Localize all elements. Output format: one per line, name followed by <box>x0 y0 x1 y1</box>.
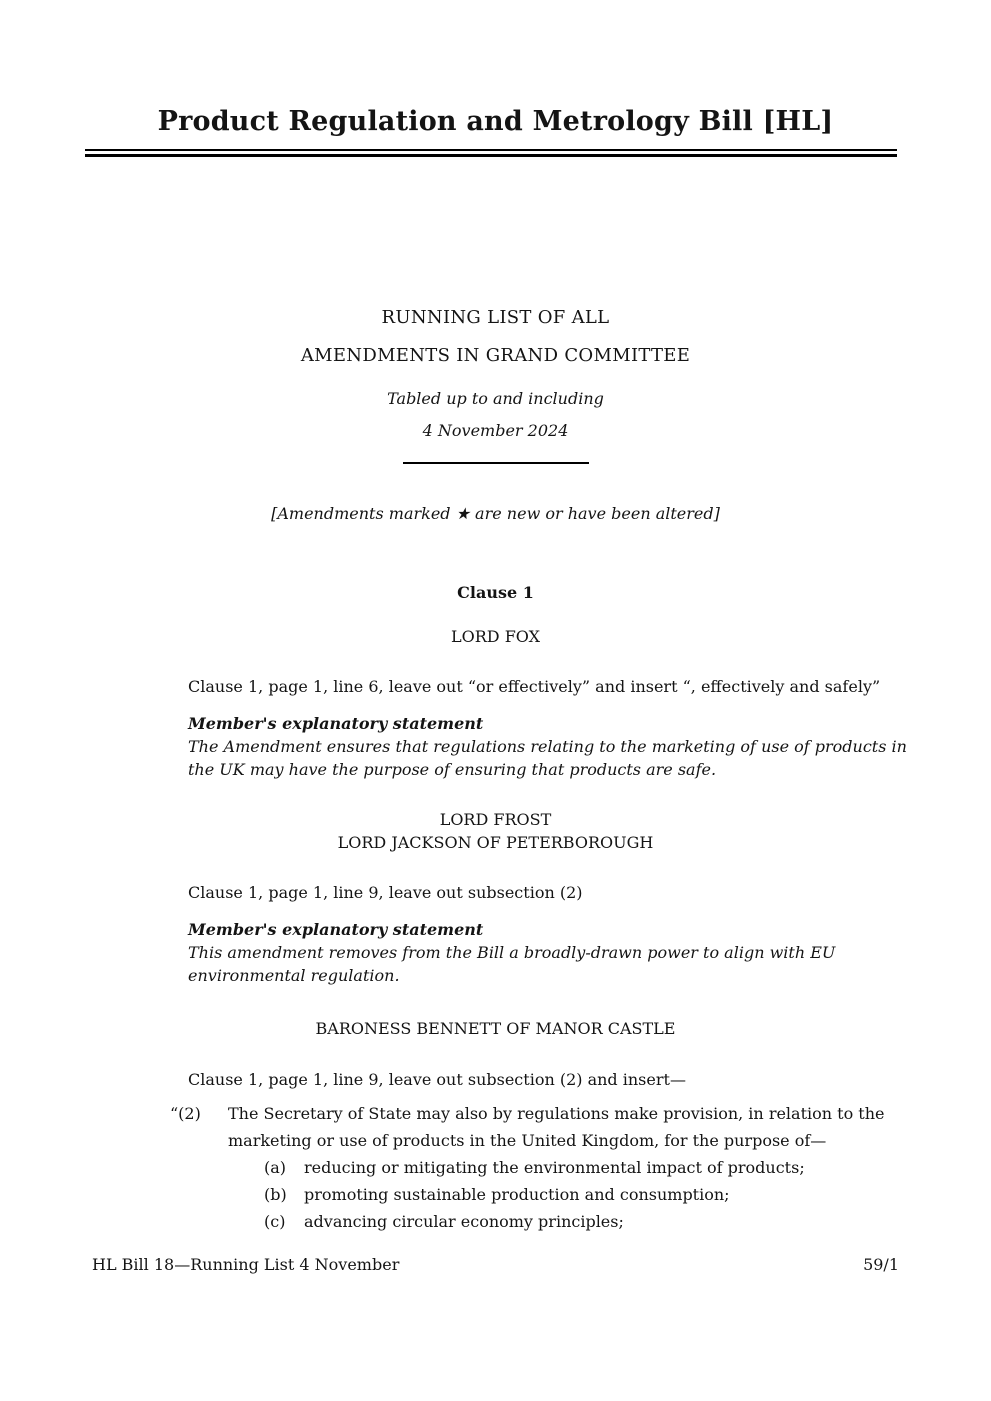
footer-page-number: 59/1 <box>863 1255 899 1274</box>
amendment3-inserted-subsection <box>170 1100 900 1235</box>
amendments-marked-note: [Amendments marked ★ are new or have been altered] <box>271 504 720 523</box>
running-list-heading-line1: RUNNING LIST OF ALL <box>381 307 610 328</box>
subsection-2-item-b <box>228 1181 900 1208</box>
amendment1-explanatory-text: The Amendment ensures that regulations relating to the marketing of use of products in the UK may have the purpose of ensuring that products are safe. <box>188 737 907 779</box>
amendment2-explanatory <box>188 918 918 987</box>
amendment1-explanatory-title: Member's explanatory statement <box>188 714 484 733</box>
running-list-heading-line2: AMENDMENTS IN GRAND COMMITTEE <box>300 345 691 366</box>
item-c-label: (c) <box>264 1212 286 1231</box>
item-a-text: reducing or mitigating the environmental impact of products; <box>304 1158 805 1177</box>
page-title: Product Regulation and Metrology Bill [HL] <box>157 106 834 137</box>
subsection-2-item-c <box>228 1208 900 1235</box>
item-c-text: advancing circular economy principles; <box>304 1212 624 1231</box>
amendment2-sponsor-1: LORD FROST <box>439 810 552 829</box>
subsection-2-number: “(2) <box>170 1104 201 1123</box>
amendment2-explanatory-title: Member's explanatory statement <box>188 920 484 939</box>
page-footer <box>92 1255 899 1274</box>
item-a-label: (a) <box>264 1158 287 1177</box>
amendment2-sponsor-2: LORD JACKSON OF PETERBOROUGH <box>337 833 654 852</box>
tabled-date-line: 4 November 2024 <box>422 421 569 440</box>
clause-1-heading: Clause 1 <box>457 583 534 602</box>
subsection-2-item-a <box>228 1154 900 1181</box>
amendment1-explanatory <box>188 712 918 781</box>
subsection-2-row <box>170 1100 900 1235</box>
amendment2-instruction: Clause 1, page 1, line 9, leave out subsection (2) <box>188 883 583 902</box>
amendment3-sponsor: BARONESS BENNETT OF MANOR CASTLE <box>315 1019 676 1038</box>
subsection-2-body <box>228 1100 900 1235</box>
footer-bill-reference: HL Bill 18—Running List 4 November <box>92 1255 400 1274</box>
item-b-text: promoting sustainable production and consumption; <box>304 1185 730 1204</box>
amendment3-instruction: Clause 1, page 1, line 9, leave out subsection (2) and insert— <box>188 1070 686 1089</box>
title-rule-bottom-line <box>85 154 897 157</box>
title-double-rule <box>85 149 897 157</box>
amendment2-sponsors <box>0 808 991 854</box>
subsection-2-text: The Secretary of State may also by regulations make provision, in relation to the marketing or use of products in the United Kingdom, for the purpose of— <box>228 1104 885 1150</box>
amendment1-instruction: Clause 1, page 1, line 6, leave out “or effectively” and insert “, effectively and safely” <box>188 677 881 696</box>
title-rule-top-line <box>85 149 897 151</box>
amendment1-sponsor: LORD FOX <box>450 627 541 646</box>
tabled-up-to-line: Tabled up to and including <box>387 389 604 408</box>
section-divider-rule <box>403 462 589 464</box>
item-b-label: (b) <box>264 1185 287 1204</box>
amendment2-explanatory-text: This amendment removes from the Bill a broadly-drawn power to align with EU environmental regulation. <box>188 943 836 985</box>
